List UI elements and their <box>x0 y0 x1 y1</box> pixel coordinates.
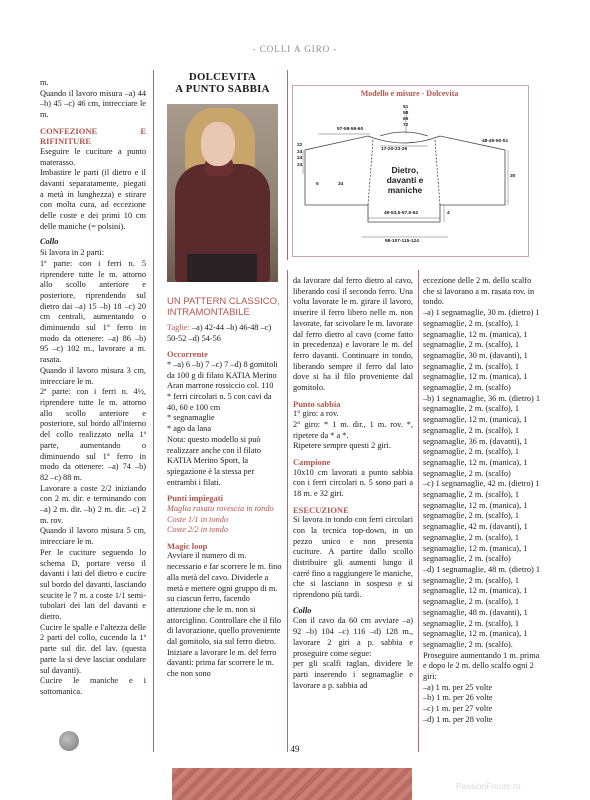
side-height-a: 22 <box>297 143 303 148</box>
column-3 <box>293 276 413 691</box>
neck-top-c: 65 <box>403 117 409 122</box>
paragraph: 2ª parte: con i ferri n. 4½, riprendere tutte le m. attorno allo scollo anteriore e posteriore, sul bordo all'interno del collo realizzato nella 1ª parte, aumentando o diminuendo sul 1° ferro in modo da ottenere: –a) 74 –b) 82 –c) 88 m. <box>40 387 146 482</box>
section-heading: CONFEZIONE E RIFINITURE <box>40 125 146 147</box>
stitch-name: Maglia rasata rovescia in tondo <box>167 503 274 513</box>
column-4 <box>423 276 541 726</box>
section-heading: Punti impiegati <box>167 493 223 504</box>
sleeve-label: 34 <box>338 182 344 187</box>
shoulder-label: 57-58-59-60 <box>337 127 364 132</box>
neck-top-d: 72 <box>403 123 409 128</box>
paragraph: eccezione delle 2 m. dello scalfo che si lavorano a m. rasata rov. in tondo. <box>423 276 535 307</box>
paragraph: Quando il lavoro misura 3 cm, intrecciare le m. <box>40 365 146 386</box>
paragraph: Con il cavo da 60 cm avviare –a) 92 –b) 104 –c) 116 –d) 128 m., lavorare 2 giri a p. sabbia e proseguire come segue: <box>293 616 413 658</box>
paragraph: * ago da lana <box>167 424 212 434</box>
neck-top-a: 51 <box>403 105 409 110</box>
paragraph: –a) 1 segnamaglie, 30 m. (dietro) 1 segnamaglie, 2 m. (scalfo), 1 segnamaglie, 12 m. (manica), 1 segnamaglie, 2 m. (scalfo), 1 segnamaglie, 30 m. (davanti), 1 segnamaglie, 2 m. (scalfo), 1 segnamaglie, 12 m. (manica), 1 segnamaglie, 2 m. (scalfo) <box>423 308 540 393</box>
section-heading: Campione <box>293 457 331 468</box>
paragraph: m. <box>40 78 49 87</box>
section-heading: ESECUZIONE <box>293 504 349 515</box>
hem-height-label: 4 <box>447 211 450 216</box>
sizes-values: –a) 42-44 –b) 46-48 –c) 50-52 –d) 54-56 <box>167 323 272 343</box>
paragraph: 1° giro: a rov. <box>293 409 339 419</box>
paragraph: * –a) 6 –b) 7 –c) 7 –d) 8 gomitoli da 100 g di filato KATIA Merino Aran marrone rossiccio col. 110 <box>167 359 278 391</box>
knit-texture-image <box>172 768 412 800</box>
stitch-name: Coste 1/1 in tondo <box>167 514 229 524</box>
paragraph: 10x10 cm lavorati a punto sabbia con i ferri circolari n. 5 sono pari a 18 m. e 32 giri. <box>293 467 413 498</box>
paragraph: –d) 1 m. per 28 volte <box>423 714 493 724</box>
section-heading: Punto sabbia <box>293 398 341 409</box>
neck-top-b: 58 <box>403 111 409 116</box>
side-height-c: 24 <box>297 156 303 161</box>
small-left-label: 5 <box>316 182 319 187</box>
center-line-1: Dietro, <box>391 165 419 175</box>
paragraph: * ferri circolari n. 5 con cavi da 40, 60 e 100 cm <box>167 392 272 412</box>
paragraph: –c) 1 segnamaglie, 42 m. (dietro) 1 segnamaglie, 2 m. (scalfo), 1 segnamaglie, 12 m. (manica), 1 segnamaglie, 2 m. (scalfo), 1 segnamaglie, 42 m. (davanti), 1 segnamaglie, 2 m. (scalfo), 1 segnamaglie, 12 m. (manica), 1 segnamaglie, 2 m. (scalfo) <box>423 479 540 564</box>
neck-outline <box>380 132 428 136</box>
hem-width-label: 49-53,5-57,5-62 <box>384 211 419 216</box>
paragraph: Eseguire le cuciture a punto materasso. <box>40 146 146 167</box>
neck-top-labels <box>403 105 408 129</box>
sizes-label: Taglie: <box>167 323 190 332</box>
section-heading: Occorrente <box>167 349 208 360</box>
paragraph: Si lavora in 2 parti: <box>40 248 105 258</box>
paragraph: –b) 1 segnamaglie, 36 m. (dietro) 1 segnamaglie, 2 m. (scalfo), 1 segnamaglie, 12 m. (manica), 1 segnamaglie, 2 m. (scalfo), 1 segnamaglie, 36 m. (davanti), 1 segnamaglie, 2 m. (scalfo), 1 segnamaglie, 12 m. (manica), 1 segnamaglie, 2 m. (scalfo) <box>423 393 541 478</box>
paragraph: Avviare il numero di m. necessario e far scorrere le m. fino alla metà del cavo. Dividerle a metà e mettere ogni gruppo di m. su ciascun ferro, facendo attenzione che le m. non si attorciglino. Controllare che il filo di lavorazione, quello proveniente dal gomitolo, sia sul ferro dietro. Iniziare a lavorare le m. del ferro davanti: prima far scorrere le m. che non sono <box>167 551 282 679</box>
paragraph: Lavorare a coste 2/2 iniziando con 2 m. dir. e terminando con –a) 2 m. dir. –b) 2 m. dir. –c) 2 m. rov. <box>40 483 146 525</box>
paragraph: –a) 1 m. per 25 volte <box>423 682 493 692</box>
watermark: PassionForum.ru <box>456 781 521 791</box>
bottom-width-label: 98-107-115-124 <box>385 239 419 244</box>
paragraph: –c) 1 m. per 27 volte <box>423 704 493 714</box>
paragraph: 1ª parte: con i ferri n. 5 riprendere tutte le m. attorno allo scollo anteriore e posteriore, riprendendo sul dietro dai –a) 15 –b) 18 –c) 20 cm centrali, aumentando o diminuendo sul 1° ferro in modo da ottenere: –a) 86 –b) 95 –c) 102 m., lavorare a m. rasata. <box>40 258 146 365</box>
paragraph: –d) 1 segnamaglie, 48 m. (dietro) 1 segnamaglie, 2 m. (scalfo), 1 segnamaglie, 12 m. (manica), 1 segnamaglie, 2 m. (scalfo), 1 segnamaglie, 48 m. (davanti), 1 segnamaglie, 2 m. (scalfo), 1 segnamaglie, 12 m. (manica), 1 segnamaglie, 2 m. (scalfo). <box>423 564 541 649</box>
paragraph: Ripetere sempre questi 2 giri. <box>293 441 391 451</box>
paragraph: Cucire le maniche e i sottomanica. <box>40 676 146 696</box>
article-subtitle: UN PATTERN CLASSICO, INTRAMONTABILE <box>167 296 280 318</box>
paragraph: da lavorare dal ferro dietro al cavo, liberando così il secondo ferro. Una volta lavorate le m. girare il lavoro, inserire il ferro libero nelle m. non lavorate, far scivolare le m. lavorate dal ferro dietro al cavo (come fatto in precedenza) e lavorare le m. del ferro davanti. Continuare in tondo, liberando sempre il ferro dal lato dove si ha il filo proveniente dal gomitolo. <box>293 276 413 393</box>
side-height-labels <box>297 143 302 169</box>
right-side-label: 30 <box>510 174 516 179</box>
subheading: Collo <box>293 605 312 615</box>
paragraph: Quando il lavoro misura 5 cm, intrecciare le m. <box>40 526 146 547</box>
paragraph: Cucire le spalle e l'altezza delle 2 parti del collo, cucendo la 1ª parte sul dir. del lav. (questa parte la si deve lasciar ondulare sul davanti). <box>40 622 146 675</box>
neck-width-label: 17-20-23-26 <box>381 147 408 152</box>
section-heading: Magic loop <box>167 540 208 551</box>
paragraph: Imbastire le parti (il dietro e il davanti separatamente, piegati a metà in lunghezza) e stirare con molta cura, ad eccezione delle coste e dei primi 10 cm delle maniche (= polsini). <box>40 168 146 231</box>
side-height-d: 24 <box>297 162 303 168</box>
stitch-name: Coste 2/2 in tondo <box>167 525 229 535</box>
center-line-3: maniche <box>387 185 423 195</box>
paragraph: Per le cuciture seguendo lo schema D, portare verso il davanti i lati del dietro e cucire sul bordo del davanti, lasciando scucite le 7 m. a coste 1/1 semi-tubolari dei lati del davanti e dietro. <box>40 547 146 622</box>
title-line-1: DOLCEVITA <box>188 71 257 83</box>
paragraph: Quando il lavoro misura –a) 44 –b) 45 –c) 46 cm, intrecciare le m. <box>40 88 146 120</box>
paragraph: per gli scalfi raglan, dividere le parti inserendo i segnamaglie e lavorare a p. sabbia ad <box>293 659 413 690</box>
center-line-2: davanti e <box>386 175 424 185</box>
diagram-center-text <box>374 165 436 195</box>
title-line-2: A PUNTO SABBIA <box>175 82 270 95</box>
paragraph: 2° giro: * 1 m. dir., 1 m. rov. *, ripetere da * a *. <box>293 419 413 440</box>
side-height-b: 24 <box>297 149 303 155</box>
paragraph: Si lavora in tondo con ferri circolari con la tecnica top-down, in un pezzo unico e non presenta cuciture. A partire dallo scollo distribuire gli aumenti lungo il carré fino a raggiungere le maniche, che si lasciano in sospeso e si riprendono più tardi. <box>293 515 413 600</box>
section-header: - COLLI A GIRO - <box>252 44 338 54</box>
paragraph: * segnamaglie <box>167 413 215 423</box>
paragraph: –b) 1 m. per 26 volte <box>423 693 493 703</box>
paragraph: Nota: questo modello si può realizzare anche con il filato KATIA Merino Sport, la spiegazione è la stessa per entrambi i filati. <box>167 434 261 487</box>
subheading: Collo <box>40 237 59 247</box>
raglan-line-left <box>368 140 373 205</box>
diagram-title: Modello e misure - Dolcevita <box>360 89 459 98</box>
right-top-label: 48-49-50-51 <box>482 139 509 144</box>
page-number: 49 <box>290 744 300 754</box>
paragraph: Proseguire aumentando 1 m. prima e dopo le 2 m. dello scalfo ogni 2 giri: <box>423 650 540 682</box>
